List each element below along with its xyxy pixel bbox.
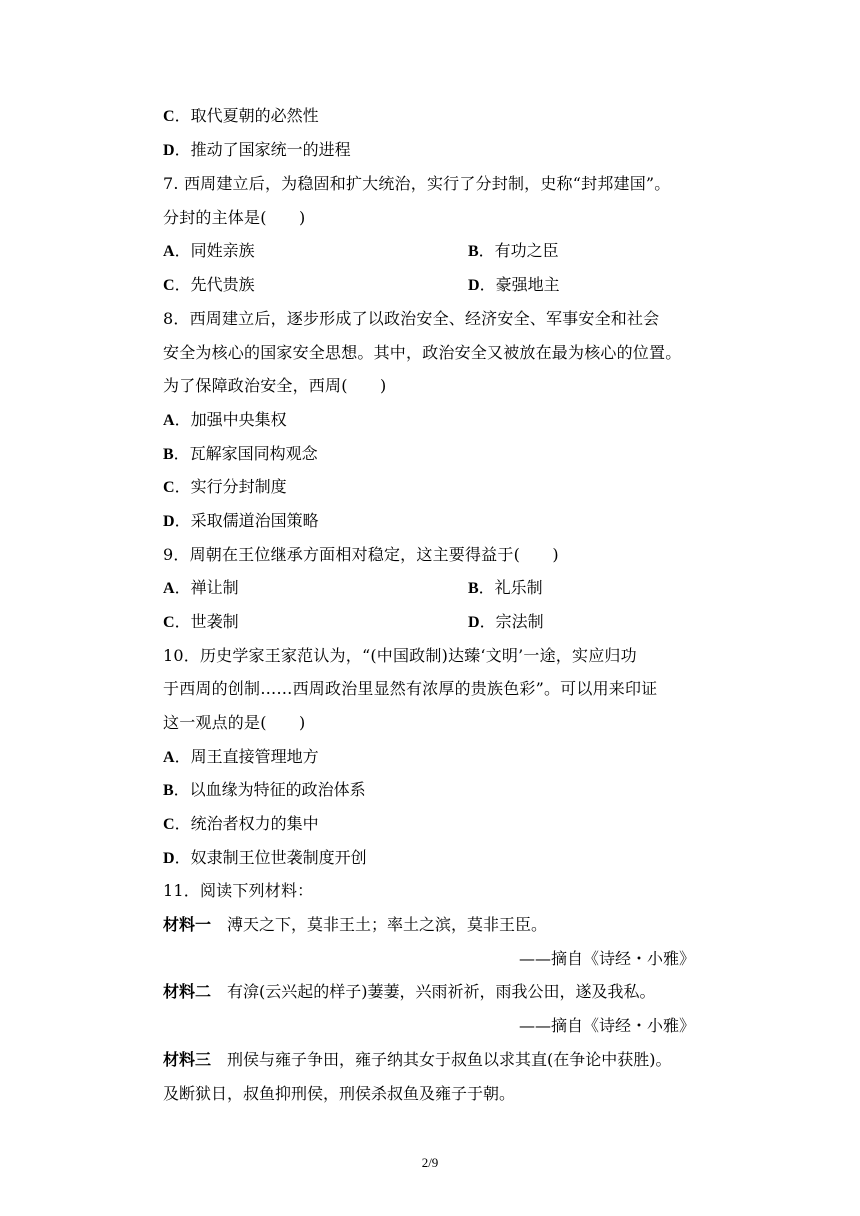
option-text: ．取代夏朝的必然性 [174, 106, 319, 125]
option-letter: B [163, 782, 174, 799]
option-line [163, 410, 287, 431]
option-text: ．周王直接管理地方 [174, 747, 319, 766]
option-letter: C [163, 277, 175, 294]
option-letter: D [163, 850, 175, 867]
option-col2 [468, 241, 559, 262]
material-label: 材料三 [163, 1050, 212, 1069]
option-letter: A [163, 580, 175, 597]
option-text: ．加强中央集权 [174, 410, 287, 429]
option-text: ．世袭制 [174, 612, 239, 631]
option-letter: C [163, 479, 175, 496]
option-letter: D [163, 513, 175, 530]
option-line [163, 747, 319, 768]
option-letter: D [163, 142, 175, 159]
question-10-text: 10．历史学家王家范认为，“(中国政制)达臻‘文明’一途，实应归功 [163, 646, 637, 665]
option-text: ．礼乐制 [478, 578, 543, 597]
question-8-text-cont: 为了保障政治安全，西周( ) [163, 376, 387, 395]
option-letter: A [163, 243, 175, 260]
option-letter: B [468, 580, 479, 597]
question-8-text-cont: 安全为核心的国家安全思想。其中，政治安全又被放在最为核心的位置。 [163, 343, 682, 362]
material-text: 有渰(云兴起的样子)萋萋，兴雨祈祈，雨我公田，遂及我私。 [211, 982, 656, 1001]
material-one [163, 915, 547, 935]
material-source: ——摘自《诗经・小雅》 [518, 1016, 695, 1035]
option-col2 [468, 275, 560, 296]
option-letter: C [163, 816, 175, 833]
option-text: ．宗法制 [479, 612, 544, 631]
option-letter: B [163, 446, 174, 463]
material-text: 刑侯与雍子争田，雍子纳其女于叔鱼以求其直(在争论中获胜)。 [211, 1050, 672, 1069]
option-col2 [468, 578, 543, 599]
option-text: ．以血缘为特征的政治体系 [173, 780, 366, 799]
question-10-text-cont: 这一观点的是( ) [163, 713, 306, 732]
option-col2 [468, 612, 544, 633]
option-letter: D [468, 614, 480, 631]
option-letter: A [163, 412, 175, 429]
option-text: ．同姓亲族 [174, 241, 255, 260]
option-row [163, 275, 560, 296]
material-label: 材料一 [163, 915, 212, 934]
option-letter: A [163, 749, 175, 766]
question-11-text: 11．阅读下列材料： [163, 881, 314, 900]
option-d-line [163, 140, 351, 161]
material-three [163, 1050, 672, 1070]
option-row [163, 578, 543, 599]
option-text: ．实行分封制度 [174, 477, 287, 496]
material-two [163, 982, 656, 1002]
question-9-text: 9．周朝在王位继承方面相对稳定，这主要得益于( ) [163, 545, 559, 564]
option-text: ．豪强地主 [479, 275, 560, 294]
option-line [163, 444, 318, 465]
option-line [163, 511, 319, 532]
material-three-cont: 及断狱日，叔鱼抑刑侯，刑侯杀叔鱼及雍子于朝。 [163, 1084, 516, 1103]
option-letter: C [163, 108, 175, 125]
option-text: ．先代贵族 [174, 275, 255, 294]
option-text: ．推动了国家统一的进程 [174, 140, 351, 159]
option-line [163, 780, 366, 801]
question-10-text-cont: 于西周的创制……西周政治里显然有浓厚的贵族色彩”。可以用来印证 [163, 679, 658, 698]
question-8-text: 8．西周建立后，逐步形成了以政治安全、经济安全、军事安全和社会 [163, 309, 660, 328]
option-text: ．禅让制 [174, 578, 239, 597]
option-c-line [163, 106, 319, 127]
option-text: ．奴隶制王位世袭制度开创 [174, 848, 367, 867]
option-text: ．统治者权力的集中 [174, 814, 319, 833]
option-letter: B [468, 243, 479, 260]
option-text: ．采取儒道治国策略 [174, 511, 319, 530]
page-number: 2/9 [421, 1155, 439, 1170]
option-row [163, 241, 559, 262]
option-letter: C [163, 614, 175, 631]
option-line [163, 477, 287, 498]
option-text: ．有功之臣 [478, 241, 559, 260]
option-letter: D [468, 277, 480, 294]
material-source: ——摘自《诗经・小雅》 [518, 949, 695, 968]
option-row [163, 612, 544, 633]
material-label: 材料二 [163, 982, 212, 1001]
option-text: ．瓦解家国同构观念 [173, 444, 318, 463]
question-7-text-cont: 分封的主体是( ) [163, 208, 306, 227]
option-line [163, 848, 367, 869]
question-7-text: 7. 西周建立后，为稳固和扩大统治，实行了分封制，史称“封邦建国”。 [163, 174, 671, 193]
material-text: 溥天之下，莫非王土；率土之滨，莫非王臣。 [211, 915, 548, 934]
option-line [163, 814, 319, 835]
